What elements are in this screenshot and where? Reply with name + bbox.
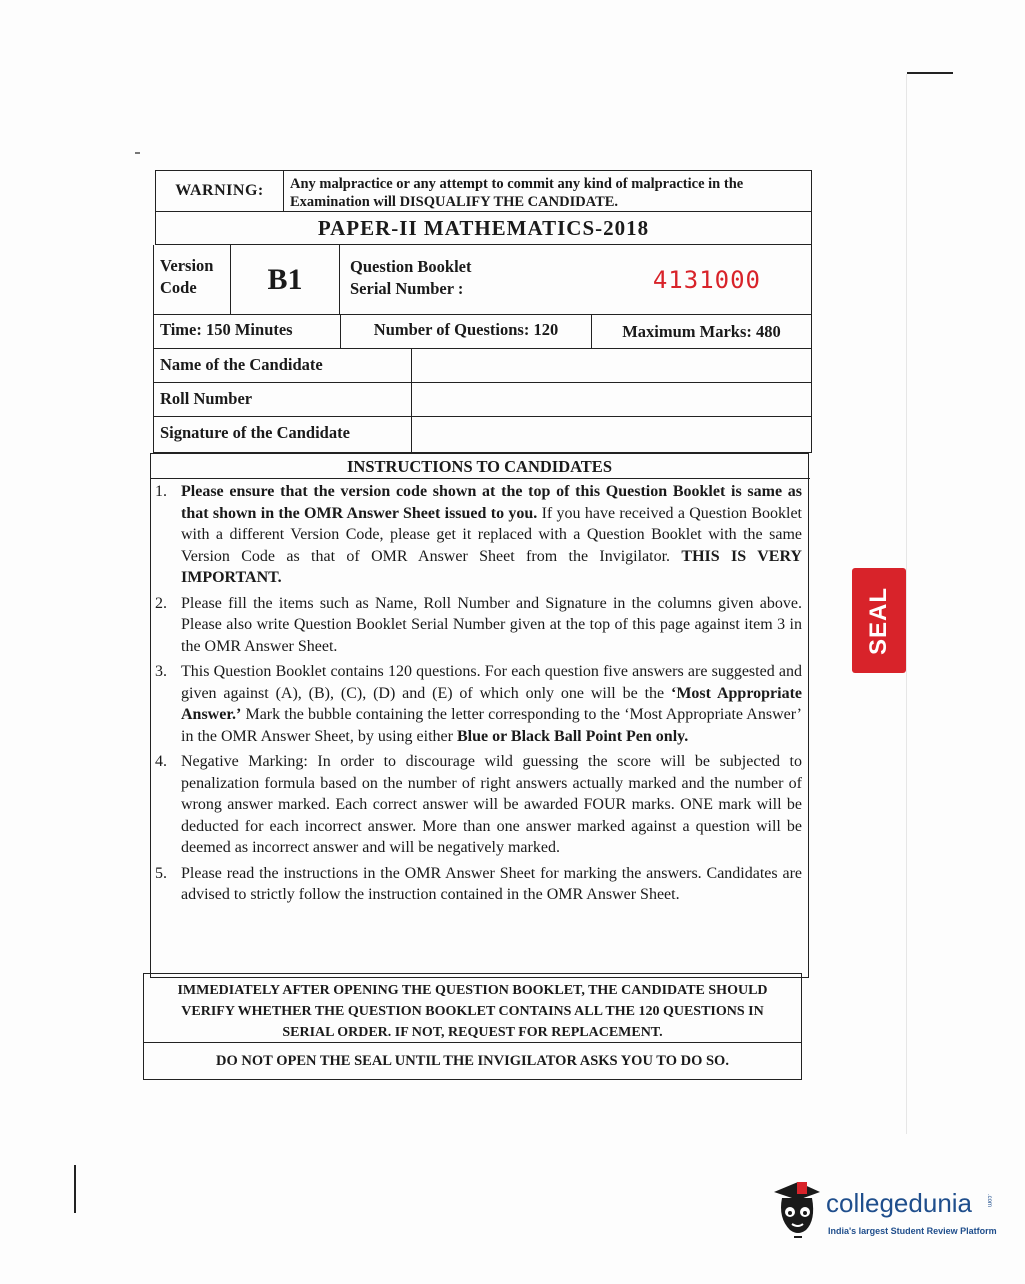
corner-mark [907, 72, 953, 74]
serial-number-value: 4131000 [652, 265, 761, 294]
serial-number-label [340, 245, 510, 314]
instruction-text: Please fill the items such as Name, Roll Number and Signature in the columns given above. Please also write Question Booklet Serial Number given at the top of this page against item 3 in the OMR Answer Sheet. [181, 594, 802, 655]
seal-label: SEAL [865, 586, 893, 655]
instruction-item [155, 863, 802, 906]
instruction-number: 1. [155, 483, 167, 500]
paper-title: PAPER-II MATHEMATICS-2018 [155, 212, 812, 245]
candidate-name-field [412, 349, 811, 382]
instruction-number: 4. [155, 753, 167, 770]
serial-label-line2: Serial Number : [350, 279, 464, 298]
version-label-line1: Version [160, 256, 214, 275]
warning-row [155, 170, 812, 212]
instruction-item [155, 593, 802, 658]
instruction-number: 5. [155, 864, 167, 882]
signature-label: Signature of the Candidate [154, 417, 412, 452]
instruction-bold-lead: Please ensure that the version code shown at the top of this Question Booklet is same as that shown in the OMR Answer Sheet issued to you. [181, 483, 802, 522]
roll-number-row [153, 383, 812, 417]
margin-mark [74, 1165, 76, 1213]
instruction-item [155, 481, 802, 589]
brand-name: collegedunia [826, 1188, 973, 1218]
instructions-box [150, 453, 809, 978]
instruction-item [155, 751, 802, 859]
version-code-label [154, 245, 231, 314]
page-edge-line [906, 74, 907, 1134]
seal-warning: DO NOT OPEN THE SEAL UNTIL THE INVIGILATOR ASKS YOU TO DO SO. [143, 1043, 802, 1080]
candidate-name-row [153, 349, 812, 383]
roll-number-field [412, 383, 811, 416]
warning-label: WARNING: [156, 171, 284, 211]
verification-note: IMMEDIATELY AFTER OPENING THE QUESTION BOOKLET, THE CANDIDATE SHOULD VERIFY WHETHER THE QUESTION BOOKLET CONTAINS ALL THE 120 QUESTIONS IN SERIAL ORDER. IF NOT, REQUEST FOR REPLACEMENT. [143, 973, 802, 1043]
brand-watermark [768, 1178, 998, 1248]
instruction-body-a: This Question Booklet contains 120 questions. For each question five answers are suggested and given against (A), (B), (C), (D) and (E) of which only one will be the [181, 663, 802, 702]
warning-text: Any malpractice or any attempt to commit any kind of malpractice in the Examination will DISQUALIFY THE CANDIDATE. [290, 176, 744, 210]
brand-dotcom: .com [986, 1194, 992, 1208]
instruction-number: 2. [155, 594, 167, 612]
instruction-item [155, 661, 802, 747]
instruction-bold-tail: Blue or Black Ball Point Pen only. [456, 727, 689, 745]
signature-field [412, 417, 811, 452]
instruction-text [181, 661, 802, 747]
exam-details-row [153, 315, 812, 349]
version-label-line2: Code [160, 278, 197, 297]
instruction-body: If you have received a Question Booklet with a different Version Code, please get it replaced with a Question Booklet with the same Version Code as that of OMR Answer Sheet from the Invigilator. [181, 504, 802, 565]
signature-row [153, 417, 812, 453]
instruction-body-b: Mark the bubble containing the letter corresponding to the ‘Most Appropriate Answer’ in the OMR Answer Sheet, by using either [181, 706, 802, 745]
instruction-number: 3. [155, 663, 167, 680]
brand-tagline: India's largest Student Review Platform [828, 1226, 997, 1236]
instruction-text [181, 481, 802, 589]
instruction-bold-mid: ‘Most Appropriate Answer.’ [181, 684, 803, 723]
question-count: Number of Questions: 120 [341, 315, 592, 348]
instruction-text: Negative Marking: In order to discourage wild guessing the score will be subjected to penalization formula based on the number of right answers actually marked and the number of wrong answer marked. Each correct answer will be awarded FOUR marks. ONE mark will be deducted for each incorrect answer. More than one answer marked against a question will be deemed as incorrect answer and will be negatively marked. [181, 753, 802, 856]
version-row [153, 245, 812, 315]
candidate-name-label: Name of the Candidate [154, 349, 412, 382]
margin-dot [135, 152, 140, 154]
instruction-bold-tail: THIS IS VERY IMPORTANT. [181, 547, 802, 586]
maximum-marks: Maximum Marks: 480 [622, 322, 781, 341]
instructions-list [151, 479, 808, 906]
serial-label-line1: Question Booklet [350, 257, 472, 276]
collegedunia-logo-icon [768, 1178, 824, 1240]
instructions-title: INSTRUCTIONS TO CANDIDATES [150, 454, 810, 479]
version-code-value: B1 [231, 245, 340, 314]
seal-tab [852, 568, 906, 673]
instruction-text: Please read the instructions in the OMR Answer Sheet for marking the answers. Candidates are advised to strictly follow the instruction contained in the OMR Answer Sheet. [181, 864, 802, 903]
time-limit: Time: 150 Minutes [154, 315, 341, 348]
roll-number-label: Roll Number [154, 383, 412, 416]
